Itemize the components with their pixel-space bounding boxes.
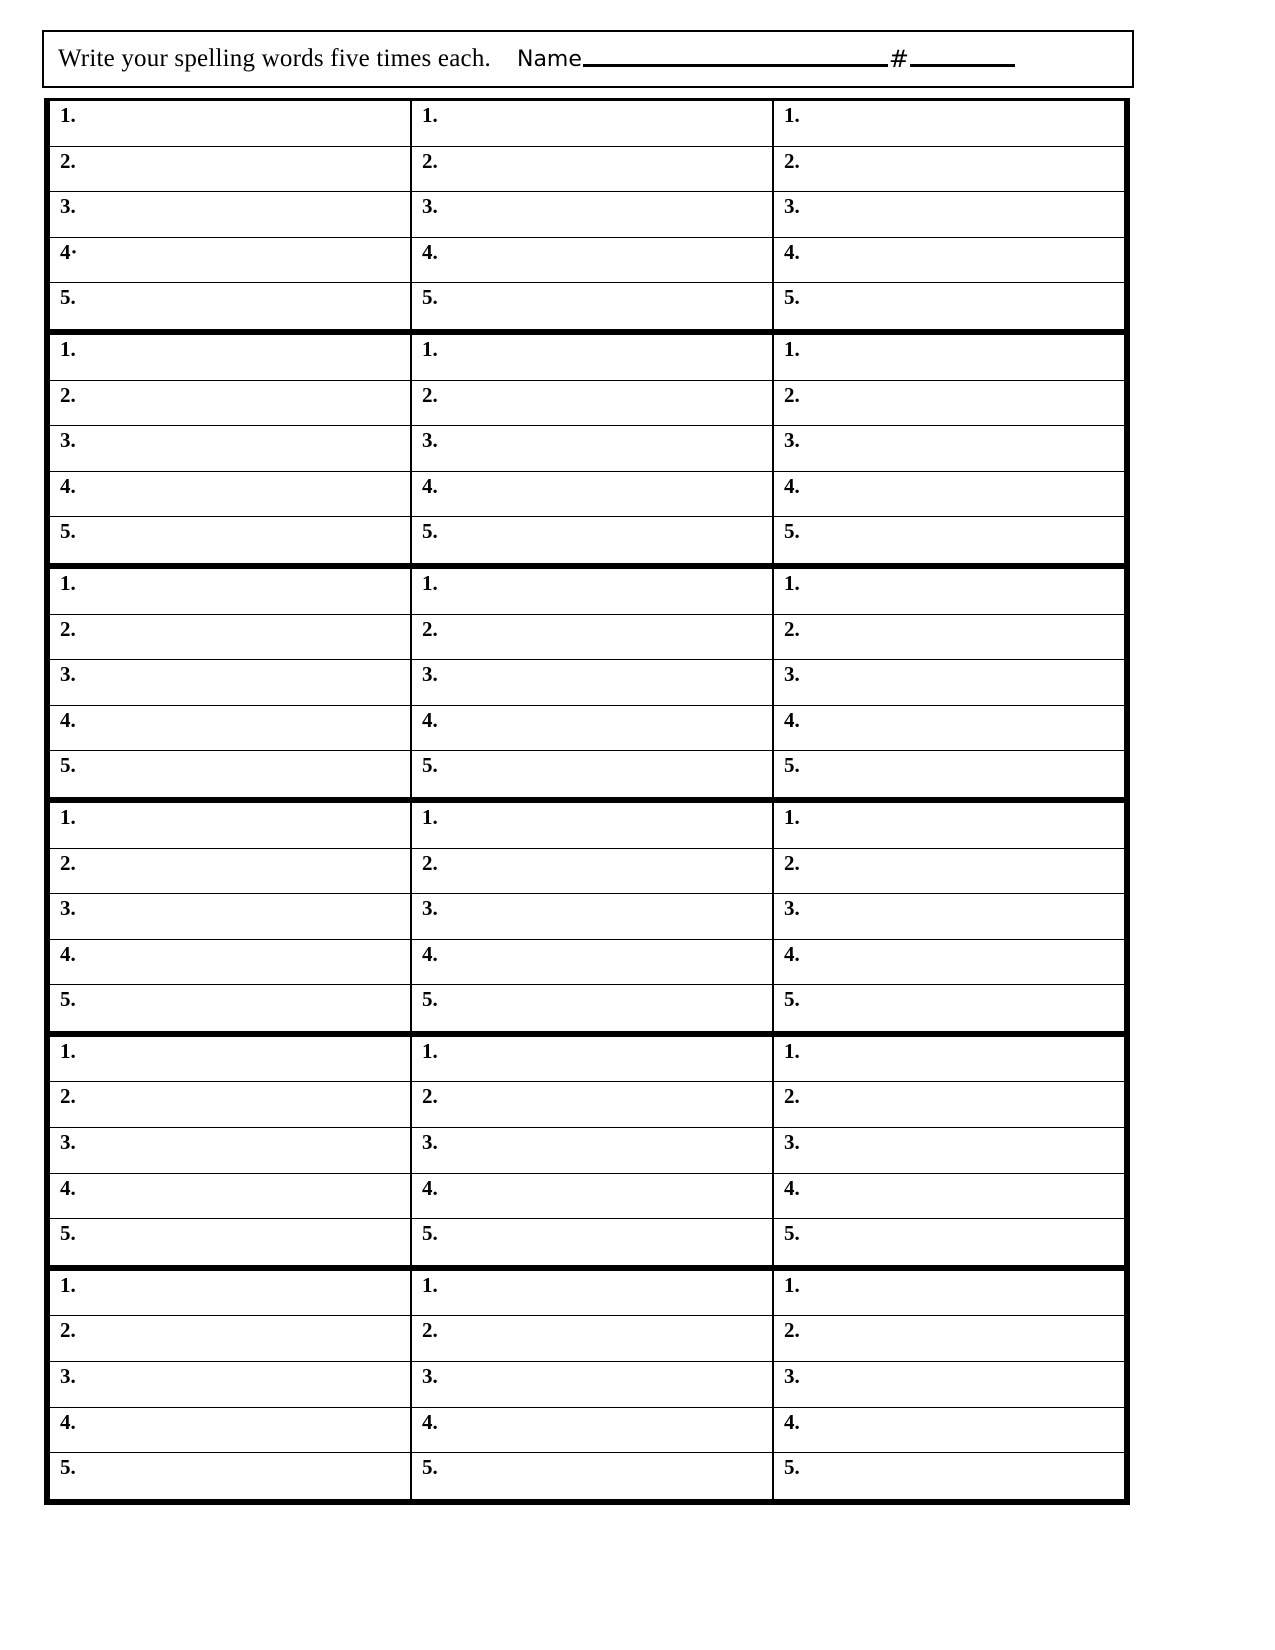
- line-number: 5.: [60, 753, 76, 778]
- line-number: 1.: [422, 804, 438, 829]
- line-number: 3.: [784, 1130, 800, 1155]
- line-number: 3.: [784, 662, 800, 687]
- word-column: [50, 1037, 412, 1265]
- write-in-line[interactable]: [412, 192, 772, 238]
- line-number: 2.: [784, 382, 800, 407]
- line-number: 1.: [784, 804, 800, 829]
- word-block: [50, 101, 1124, 335]
- write-in-line[interactable]: [412, 426, 772, 472]
- write-in-line[interactable]: [50, 1219, 410, 1265]
- word-block: [50, 335, 1124, 569]
- word-column: [774, 803, 1124, 1031]
- write-in-line[interactable]: [50, 472, 410, 518]
- write-in-line[interactable]: [50, 517, 410, 563]
- line-number: 3.: [60, 896, 76, 921]
- write-in-line[interactable]: [50, 238, 410, 284]
- write-in-line[interactable]: [774, 615, 1124, 661]
- line-number: 3.: [60, 1130, 76, 1155]
- write-in-line[interactable]: [50, 192, 410, 238]
- line-number: 4.: [422, 1409, 438, 1434]
- word-column: [774, 335, 1124, 563]
- write-in-line[interactable]: [412, 1174, 772, 1220]
- line-number: 4.: [422, 473, 438, 498]
- write-in-line[interactable]: [50, 849, 410, 895]
- word-column: [412, 335, 774, 563]
- line-number: 2.: [60, 1318, 76, 1343]
- number-label: #: [888, 45, 909, 73]
- word-column: [774, 101, 1124, 329]
- line-number: 1.: [60, 570, 76, 595]
- line-number: 3.: [60, 194, 76, 219]
- line-number: 4.: [784, 239, 800, 264]
- write-in-line[interactable]: [50, 1082, 410, 1128]
- line-number: 1.: [784, 1038, 800, 1063]
- word-block: [50, 803, 1124, 1037]
- line-number: 2.: [422, 850, 438, 875]
- word-block: [50, 1271, 1124, 1499]
- write-in-line[interactable]: [774, 660, 1124, 706]
- write-in-line[interactable]: [774, 751, 1124, 797]
- word-column: [50, 1271, 412, 1499]
- line-number: 2.: [422, 382, 438, 407]
- write-in-line[interactable]: [774, 335, 1124, 381]
- write-in-line[interactable]: [50, 1037, 410, 1083]
- write-in-line[interactable]: [774, 101, 1124, 147]
- word-column: [774, 1271, 1124, 1499]
- write-in-line[interactable]: [50, 1316, 410, 1362]
- write-in-line[interactable]: [50, 894, 410, 940]
- line-number: 4.: [422, 707, 438, 732]
- line-number: 2.: [60, 1084, 76, 1109]
- line-number: 2.: [60, 382, 76, 407]
- write-in-line[interactable]: [412, 985, 772, 1031]
- write-in-line[interactable]: [412, 706, 772, 752]
- write-in-line[interactable]: [774, 381, 1124, 427]
- write-in-line[interactable]: [412, 1037, 772, 1083]
- line-number: 3.: [60, 1364, 76, 1389]
- line-number: 2.: [784, 148, 800, 173]
- line-number: 5.: [60, 987, 76, 1012]
- line-number: 5.: [422, 987, 438, 1012]
- write-in-line[interactable]: [774, 1082, 1124, 1128]
- line-number: 2.: [784, 1084, 800, 1109]
- line-number: 1.: [784, 103, 800, 127]
- write-in-line[interactable]: [774, 894, 1124, 940]
- write-in-line[interactable]: [412, 1316, 772, 1362]
- line-number: 3.: [422, 662, 438, 687]
- line-number: 3.: [784, 428, 800, 453]
- line-number: 2.: [784, 850, 800, 875]
- write-in-line[interactable]: [774, 147, 1124, 193]
- write-in-line[interactable]: [50, 1453, 410, 1499]
- line-number: 5.: [784, 285, 800, 310]
- line-number: 4.: [784, 473, 800, 498]
- page-title: Write your spelling words five times each.: [58, 45, 491, 72]
- line-number: 3.: [784, 896, 800, 921]
- write-in-line[interactable]: [50, 706, 410, 752]
- write-in-line[interactable]: [50, 1408, 410, 1454]
- line-number: 5.: [784, 1221, 800, 1246]
- write-in-line[interactable]: [412, 147, 772, 193]
- line-number: 1.: [784, 336, 800, 361]
- name-label: Name: [516, 46, 582, 72]
- line-number: 3.: [784, 1364, 800, 1389]
- line-number: 2.: [784, 616, 800, 641]
- line-number: 5.: [784, 1455, 800, 1480]
- write-in-line[interactable]: [50, 1271, 410, 1317]
- line-number: 2.: [422, 148, 438, 173]
- line-number: 3.: [784, 194, 800, 219]
- line-number: 4.: [60, 1175, 76, 1200]
- line-number: 3.: [422, 896, 438, 921]
- write-in-line[interactable]: [774, 985, 1124, 1031]
- line-number: 5.: [422, 285, 438, 310]
- write-in-line[interactable]: [412, 660, 772, 706]
- line-number: 2.: [60, 148, 76, 173]
- line-number: 5.: [60, 519, 76, 544]
- line-number: 2.: [422, 616, 438, 641]
- line-number: 4.: [784, 1175, 800, 1200]
- word-column: [412, 1037, 774, 1265]
- line-number: 3.: [422, 1364, 438, 1389]
- line-number: 5.: [60, 285, 76, 310]
- write-in-line[interactable]: [412, 894, 772, 940]
- word-block: [50, 569, 1124, 803]
- write-in-line[interactable]: [412, 101, 772, 147]
- write-in-line[interactable]: [50, 101, 410, 147]
- line-number: 2.: [422, 1318, 438, 1343]
- write-in-line[interactable]: [774, 706, 1124, 752]
- line-number: 4.: [784, 707, 800, 732]
- write-in-line[interactable]: [50, 283, 410, 329]
- write-in-line[interactable]: [412, 1082, 772, 1128]
- write-in-line[interactable]: [412, 1453, 772, 1499]
- write-in-line[interactable]: [412, 283, 772, 329]
- number-write-in-line[interactable]: [910, 64, 1015, 67]
- write-in-line[interactable]: [50, 751, 410, 797]
- write-in-line[interactable]: [774, 1453, 1124, 1499]
- write-in-line[interactable]: [412, 849, 772, 895]
- line-number: 4.: [60, 1409, 76, 1434]
- write-in-line[interactable]: [50, 940, 410, 986]
- write-in-line[interactable]: [50, 803, 410, 849]
- write-in-line[interactable]: [412, 381, 772, 427]
- line-number: 1.: [422, 1038, 438, 1063]
- write-in-line[interactable]: [774, 1271, 1124, 1317]
- line-number: 2.: [422, 1084, 438, 1109]
- word-column: [50, 101, 412, 329]
- line-number: 1.: [784, 570, 800, 595]
- write-in-line[interactable]: [412, 517, 772, 563]
- write-in-line[interactable]: [412, 1271, 772, 1317]
- write-in-line[interactable]: [774, 238, 1124, 284]
- write-in-line[interactable]: [412, 940, 772, 986]
- write-in-line[interactable]: [774, 517, 1124, 563]
- line-number: 5.: [60, 1455, 76, 1480]
- line-number: 4.: [422, 239, 438, 264]
- line-number: 4.: [60, 473, 76, 498]
- line-number: 4.: [60, 707, 76, 732]
- line-number: 3.: [422, 194, 438, 219]
- line-number: 2.: [60, 616, 76, 641]
- line-number: 5.: [422, 519, 438, 544]
- write-in-line[interactable]: [774, 1037, 1124, 1083]
- header-box: [42, 30, 1134, 88]
- write-in-line[interactable]: [50, 381, 410, 427]
- write-in-line[interactable]: [412, 335, 772, 381]
- line-number: 4.: [784, 941, 800, 966]
- write-in-line[interactable]: [412, 1408, 772, 1454]
- write-in-line[interactable]: [412, 1219, 772, 1265]
- write-in-line[interactable]: [412, 238, 772, 284]
- line-number: 3.: [422, 428, 438, 453]
- word-column: [50, 335, 412, 563]
- line-number: 5.: [422, 1221, 438, 1246]
- write-in-line[interactable]: [412, 1362, 772, 1408]
- write-in-line[interactable]: [50, 147, 410, 193]
- write-in-line[interactable]: [412, 803, 772, 849]
- worksheet-grid: [44, 98, 1130, 1505]
- write-in-line[interactable]: [412, 1128, 772, 1174]
- line-number: 2.: [784, 1318, 800, 1343]
- write-in-line[interactable]: [50, 985, 410, 1031]
- line-number: 4.: [422, 941, 438, 966]
- line-number: 3.: [60, 662, 76, 687]
- line-number: 5.: [784, 987, 800, 1012]
- line-number: 1.: [60, 1272, 76, 1297]
- line-number: 1.: [60, 103, 76, 127]
- line-number: 1.: [422, 336, 438, 361]
- write-in-line[interactable]: [774, 426, 1124, 472]
- write-in-line[interactable]: [50, 615, 410, 661]
- write-in-line[interactable]: [774, 1219, 1124, 1265]
- write-in-line[interactable]: [774, 940, 1124, 986]
- word-column: [774, 569, 1124, 797]
- write-in-line[interactable]: [50, 426, 410, 472]
- write-in-line[interactable]: [412, 615, 772, 661]
- write-in-line[interactable]: [774, 1408, 1124, 1454]
- write-in-line[interactable]: [774, 1316, 1124, 1362]
- line-number: 3.: [60, 428, 76, 453]
- word-column: [412, 569, 774, 797]
- write-in-line[interactable]: [50, 1128, 410, 1174]
- write-in-line[interactable]: [50, 1174, 410, 1220]
- line-number: 4.: [60, 941, 76, 966]
- line-number: 4.: [422, 1175, 438, 1200]
- line-number: 1.: [60, 804, 76, 829]
- line-number: 1.: [60, 336, 76, 361]
- write-in-line[interactable]: [774, 1174, 1124, 1220]
- word-block: [50, 1037, 1124, 1271]
- line-number: 3.: [422, 1130, 438, 1155]
- line-number: 1.: [784, 1272, 800, 1297]
- write-in-line[interactable]: [412, 569, 772, 615]
- line-number: 5.: [422, 1455, 438, 1480]
- word-column: [412, 101, 774, 329]
- write-in-line[interactable]: [774, 283, 1124, 329]
- write-in-line[interactable]: [50, 1362, 410, 1408]
- word-column: [412, 803, 774, 1031]
- line-number: 5.: [784, 753, 800, 778]
- word-column: [50, 569, 412, 797]
- write-in-line[interactable]: [774, 192, 1124, 238]
- write-in-line[interactable]: [50, 569, 410, 615]
- write-in-line[interactable]: [774, 803, 1124, 849]
- line-number: 4.: [784, 1409, 800, 1434]
- word-column: [50, 803, 412, 1031]
- line-number: 5.: [784, 519, 800, 544]
- name-write-in-line[interactable]: [583, 64, 888, 67]
- write-in-line[interactable]: [774, 849, 1124, 895]
- header-inner: [58, 32, 1122, 86]
- word-column: [412, 1271, 774, 1499]
- write-in-line[interactable]: [774, 472, 1124, 518]
- write-in-line[interactable]: [774, 1128, 1124, 1174]
- line-number: 4·: [60, 239, 78, 264]
- line-number: 1.: [60, 1038, 76, 1063]
- write-in-line[interactable]: [774, 1362, 1124, 1408]
- line-number: 5.: [422, 753, 438, 778]
- write-in-line[interactable]: [412, 472, 772, 518]
- line-number: 1.: [422, 1272, 438, 1297]
- line-number: 2.: [60, 850, 76, 875]
- line-number: 1.: [422, 103, 438, 127]
- write-in-line[interactable]: [50, 335, 410, 381]
- write-in-line[interactable]: [50, 660, 410, 706]
- write-in-line[interactable]: [774, 569, 1124, 615]
- line-number: 5.: [60, 1221, 76, 1246]
- word-column: [774, 1037, 1124, 1265]
- write-in-line[interactable]: [412, 751, 772, 797]
- line-number: 1.: [422, 570, 438, 595]
